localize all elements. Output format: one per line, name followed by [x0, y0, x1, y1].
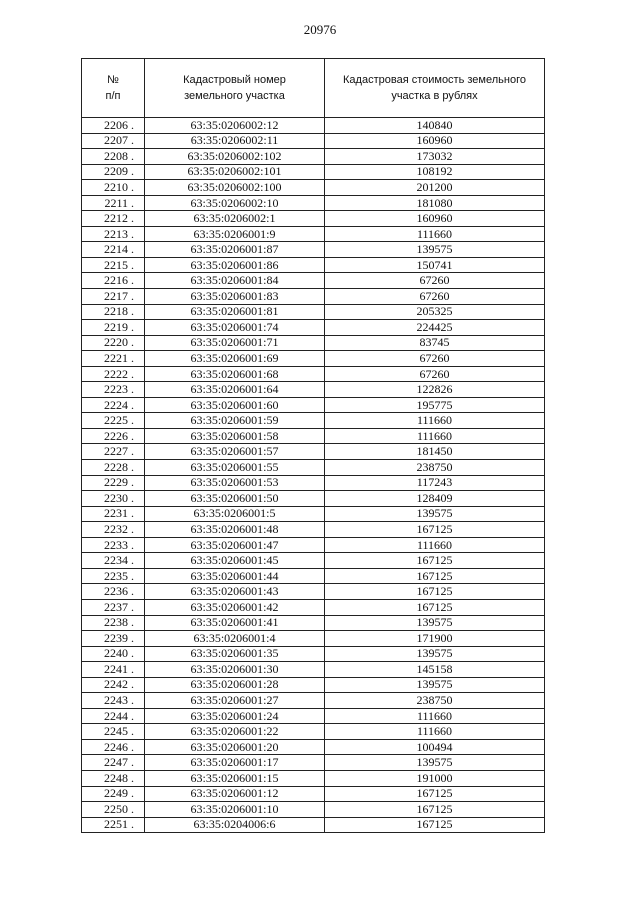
cadastral-value-cell: 67260 — [325, 351, 545, 367]
table-row — [82, 537, 545, 553]
cadastral-number-cell: 63:35:0206001:81 — [145, 304, 325, 320]
row-number-cell: 2246 . — [82, 739, 145, 755]
cadastral-value-cell: 145158 — [325, 662, 545, 678]
table-row — [82, 211, 545, 227]
cadastral-number-cell: 63:35:0206001:42 — [145, 599, 325, 615]
cadastral-value-cell: 67260 — [325, 366, 545, 382]
cadastral-value-cell: 67260 — [325, 273, 545, 289]
row-number-cell: 2240 . — [82, 646, 145, 662]
table-row — [82, 257, 545, 273]
cadastral-value-cell: 224425 — [325, 320, 545, 336]
cadastral-number-cell: 63:35:0206001:83 — [145, 289, 325, 305]
cadastral-value-cell: 160960 — [325, 211, 545, 227]
cadastral-value-cell: 100494 — [325, 739, 545, 755]
cadastral-number-cell: 63:35:0206001:58 — [145, 428, 325, 444]
row-number-cell: 2215 . — [82, 257, 145, 273]
cadastral-number-cell: 63:35:0206002:102 — [145, 149, 325, 165]
cadastral-number-cell: 63:35:0206001:74 — [145, 320, 325, 336]
row-number-cell: 2226 . — [82, 428, 145, 444]
cadastral-number-cell: 63:35:0206001:53 — [145, 475, 325, 491]
table-row — [82, 491, 545, 507]
row-number-cell: 2206 . — [82, 118, 145, 134]
table-row — [82, 553, 545, 569]
table-row — [82, 522, 545, 538]
cadastral-number-cell: 63:35:0206001:5 — [145, 506, 325, 522]
cadastral-number-cell: 63:35:0206001:69 — [145, 351, 325, 367]
header-cadastral-value: Кадастровая стоимость земельного участка в рублях — [325, 59, 545, 118]
row-number-cell: 2219 . — [82, 320, 145, 336]
row-number-cell: 2249 . — [82, 786, 145, 802]
row-number-cell: 2248 . — [82, 770, 145, 786]
table-row — [82, 304, 545, 320]
cadastral-value-cell: 139575 — [325, 242, 545, 258]
cadastral-number-cell: 63:35:0206001:84 — [145, 273, 325, 289]
cadastral-number-cell: 63:35:0206002:11 — [145, 133, 325, 149]
cadastral-value-cell: 111660 — [325, 413, 545, 429]
cadastral-value-cell: 139575 — [325, 615, 545, 631]
table-row — [82, 770, 545, 786]
table-row — [82, 195, 545, 211]
cadastral-value-cell: 201200 — [325, 180, 545, 196]
row-number-cell: 2229 . — [82, 475, 145, 491]
cadastral-number-cell: 63:35:0206001:68 — [145, 366, 325, 382]
row-number-cell: 2231 . — [82, 506, 145, 522]
cadastral-number-cell: 63:35:0206001:57 — [145, 444, 325, 460]
cadastral-number-cell: 63:35:0206001:64 — [145, 382, 325, 398]
table-row — [82, 615, 545, 631]
cadastral-number-cell: 63:35:0206001:35 — [145, 646, 325, 662]
table-row — [82, 351, 545, 367]
cadastral-value-cell: 140840 — [325, 118, 545, 134]
cadastral-number-cell: 63:35:0206001:9 — [145, 226, 325, 242]
table-row — [82, 786, 545, 802]
table-row — [82, 677, 545, 693]
row-number-cell: 2211 . — [82, 195, 145, 211]
row-number-cell: 2243 . — [82, 693, 145, 709]
table-row — [82, 335, 545, 351]
cadastral-value-cell: 111660 — [325, 537, 545, 553]
cadastral-number-cell: 63:35:0204006:6 — [145, 817, 325, 833]
table-row — [82, 631, 545, 647]
cadastral-value-cell: 238750 — [325, 460, 545, 476]
row-number-cell: 2208 . — [82, 149, 145, 165]
table-row — [82, 708, 545, 724]
cadastral-value-cell: 195775 — [325, 397, 545, 413]
table-row — [82, 662, 545, 678]
cadastral-value-cell: 167125 — [325, 817, 545, 833]
table-row — [82, 320, 545, 336]
cadastral-value-cell: 111660 — [325, 428, 545, 444]
row-number-cell: 2225 . — [82, 413, 145, 429]
table-row — [82, 118, 545, 134]
table-row — [82, 382, 545, 398]
cadastral-number-cell: 63:35:0206002:12 — [145, 118, 325, 134]
table-row — [82, 506, 545, 522]
cadastral-number-cell: 63:35:0206001:30 — [145, 662, 325, 678]
row-number-cell: 2242 . — [82, 677, 145, 693]
cadastral-value-cell: 181450 — [325, 444, 545, 460]
cadastral-number-cell: 63:35:0206001:86 — [145, 257, 325, 273]
table-row — [82, 693, 545, 709]
cadastral-number-cell: 63:35:0206001:15 — [145, 770, 325, 786]
row-number-cell: 2218 . — [82, 304, 145, 320]
row-number-cell: 2220 . — [82, 335, 145, 351]
table-row — [82, 428, 545, 444]
cadastral-number-cell: 63:35:0206001:87 — [145, 242, 325, 258]
cadastral-number-cell: 63:35:0206001:12 — [145, 786, 325, 802]
cadastral-number-cell: 63:35:0206001:71 — [145, 335, 325, 351]
cadastral-value-cell: 83745 — [325, 335, 545, 351]
row-number-cell: 2239 . — [82, 631, 145, 647]
cadastral-number-cell: 63:35:0206001:55 — [145, 460, 325, 476]
row-number-cell: 2235 . — [82, 568, 145, 584]
row-number-cell: 2209 . — [82, 164, 145, 180]
row-number-cell: 2228 . — [82, 460, 145, 476]
cadastral-value-cell: 160960 — [325, 133, 545, 149]
table-row — [82, 444, 545, 460]
cadastral-value-cell: 167125 — [325, 584, 545, 600]
cadastral-value-cell: 167125 — [325, 802, 545, 818]
row-number-cell: 2241 . — [82, 662, 145, 678]
row-number-cell: 2232 . — [82, 522, 145, 538]
table-row — [82, 802, 545, 818]
cadastral-number-cell: 63:35:0206001:44 — [145, 568, 325, 584]
cadastral-number-cell: 63:35:0206001:20 — [145, 739, 325, 755]
row-number-cell: 2251 . — [82, 817, 145, 833]
table-row — [82, 242, 545, 258]
cadastral-value-cell: 117243 — [325, 475, 545, 491]
row-number-cell: 2210 . — [82, 180, 145, 196]
cadastral-number-cell: 63:35:0206001:28 — [145, 677, 325, 693]
cadastral-value-cell: 167125 — [325, 568, 545, 584]
table-row — [82, 584, 545, 600]
cadastral-value-cell: 191000 — [325, 770, 545, 786]
cadastral-number-cell: 63:35:0206002:10 — [145, 195, 325, 211]
row-number-cell: 2250 . — [82, 802, 145, 818]
row-number-cell: 2214 . — [82, 242, 145, 258]
table-row — [82, 164, 545, 180]
row-number-cell: 2216 . — [82, 273, 145, 289]
row-number-cell: 2223 . — [82, 382, 145, 398]
row-number-cell: 2236 . — [82, 584, 145, 600]
cadastral-number-cell: 63:35:0206002:1 — [145, 211, 325, 227]
cadastral-number-cell: 63:35:0206002:100 — [145, 180, 325, 196]
cadastral-number-cell: 63:35:0206001:10 — [145, 802, 325, 818]
cadastral-number-cell: 63:35:0206001:59 — [145, 413, 325, 429]
table-row — [82, 755, 545, 771]
table-row — [82, 413, 545, 429]
row-number-cell: 2217 . — [82, 289, 145, 305]
cadastral-value-cell: 139575 — [325, 755, 545, 771]
row-number-cell: 2224 . — [82, 397, 145, 413]
cadastral-number-cell: 63:35:0206001:4 — [145, 631, 325, 647]
table-row — [82, 817, 545, 833]
table-row — [82, 397, 545, 413]
cadastral-value-cell: 167125 — [325, 786, 545, 802]
cadastral-value-cell: 139575 — [325, 646, 545, 662]
row-number-cell: 2233 . — [82, 537, 145, 553]
row-number-cell: 2238 . — [82, 615, 145, 631]
cadastral-number-cell: 63:35:0206001:48 — [145, 522, 325, 538]
cadastral-value-cell: 139575 — [325, 677, 545, 693]
table-row — [82, 599, 545, 615]
cadastral-value-cell: 205325 — [325, 304, 545, 320]
cadastral-value-cell: 150741 — [325, 257, 545, 273]
row-number-cell: 2234 . — [82, 553, 145, 569]
cadastral-value-cell: 173032 — [325, 149, 545, 165]
table-header-row — [82, 59, 545, 118]
row-number-cell: 2222 . — [82, 366, 145, 382]
cadastral-value-cell: 238750 — [325, 693, 545, 709]
table-row — [82, 568, 545, 584]
row-number-cell: 2207 . — [82, 133, 145, 149]
table-row — [82, 646, 545, 662]
cadastral-value-cell: 171900 — [325, 631, 545, 647]
table-row — [82, 226, 545, 242]
cadastral-number-cell: 63:35:0206001:24 — [145, 708, 325, 724]
cadastral-value-cell: 111660 — [325, 724, 545, 740]
table-row — [82, 475, 545, 491]
table-row — [82, 724, 545, 740]
cadastral-number-cell: 63:35:0206001:17 — [145, 755, 325, 771]
table-row — [82, 739, 545, 755]
row-number-cell: 2237 . — [82, 599, 145, 615]
table-row — [82, 149, 545, 165]
cadastral-number-cell: 63:35:0206001:27 — [145, 693, 325, 709]
table-row — [82, 180, 545, 196]
header-cadastral-number: Кадастровый номер земельного участка — [145, 59, 325, 118]
table-row — [82, 273, 545, 289]
header-row-number: № п/п — [82, 59, 145, 118]
row-number-cell: 2230 . — [82, 491, 145, 507]
row-number-cell: 2227 . — [82, 444, 145, 460]
page-number: 20976 — [303, 22, 337, 37]
cadastral-number-cell: 63:35:0206002:101 — [145, 164, 325, 180]
row-number-cell: 2213 . — [82, 226, 145, 242]
cadastral-value-cell: 111660 — [325, 226, 545, 242]
cadastral-value-cell: 128409 — [325, 491, 545, 507]
cadastral-value-cell: 167125 — [325, 522, 545, 538]
row-number-cell: 2221 . — [82, 351, 145, 367]
cadastral-number-cell: 63:35:0206001:50 — [145, 491, 325, 507]
cadastral-value-table — [81, 58, 545, 833]
row-number-cell: 2212 . — [82, 211, 145, 227]
cadastral-number-cell: 63:35:0206001:43 — [145, 584, 325, 600]
row-number-cell: 2247 . — [82, 755, 145, 771]
cadastral-number-cell: 63:35:0206001:45 — [145, 553, 325, 569]
table-row — [82, 366, 545, 382]
cadastral-value-cell: 139575 — [325, 506, 545, 522]
cadastral-number-cell: 63:35:0206001:41 — [145, 615, 325, 631]
cadastral-value-cell: 167125 — [325, 553, 545, 569]
table-row — [82, 133, 545, 149]
cadastral-value-cell: 122826 — [325, 382, 545, 398]
cadastral-value-cell: 167125 — [325, 599, 545, 615]
table-body — [82, 118, 545, 833]
cadastral-value-cell: 67260 — [325, 289, 545, 305]
row-number-cell: 2245 . — [82, 724, 145, 740]
table-row — [82, 460, 545, 476]
cadastral-value-cell: 108192 — [325, 164, 545, 180]
cadastral-value-cell: 111660 — [325, 708, 545, 724]
cadastral-number-cell: 63:35:0206001:60 — [145, 397, 325, 413]
cadastral-number-cell: 63:35:0206001:47 — [145, 537, 325, 553]
cadastral-value-cell: 181080 — [325, 195, 545, 211]
table-row — [82, 289, 545, 305]
row-number-cell: 2244 . — [82, 708, 145, 724]
cadastral-number-cell: 63:35:0206001:22 — [145, 724, 325, 740]
